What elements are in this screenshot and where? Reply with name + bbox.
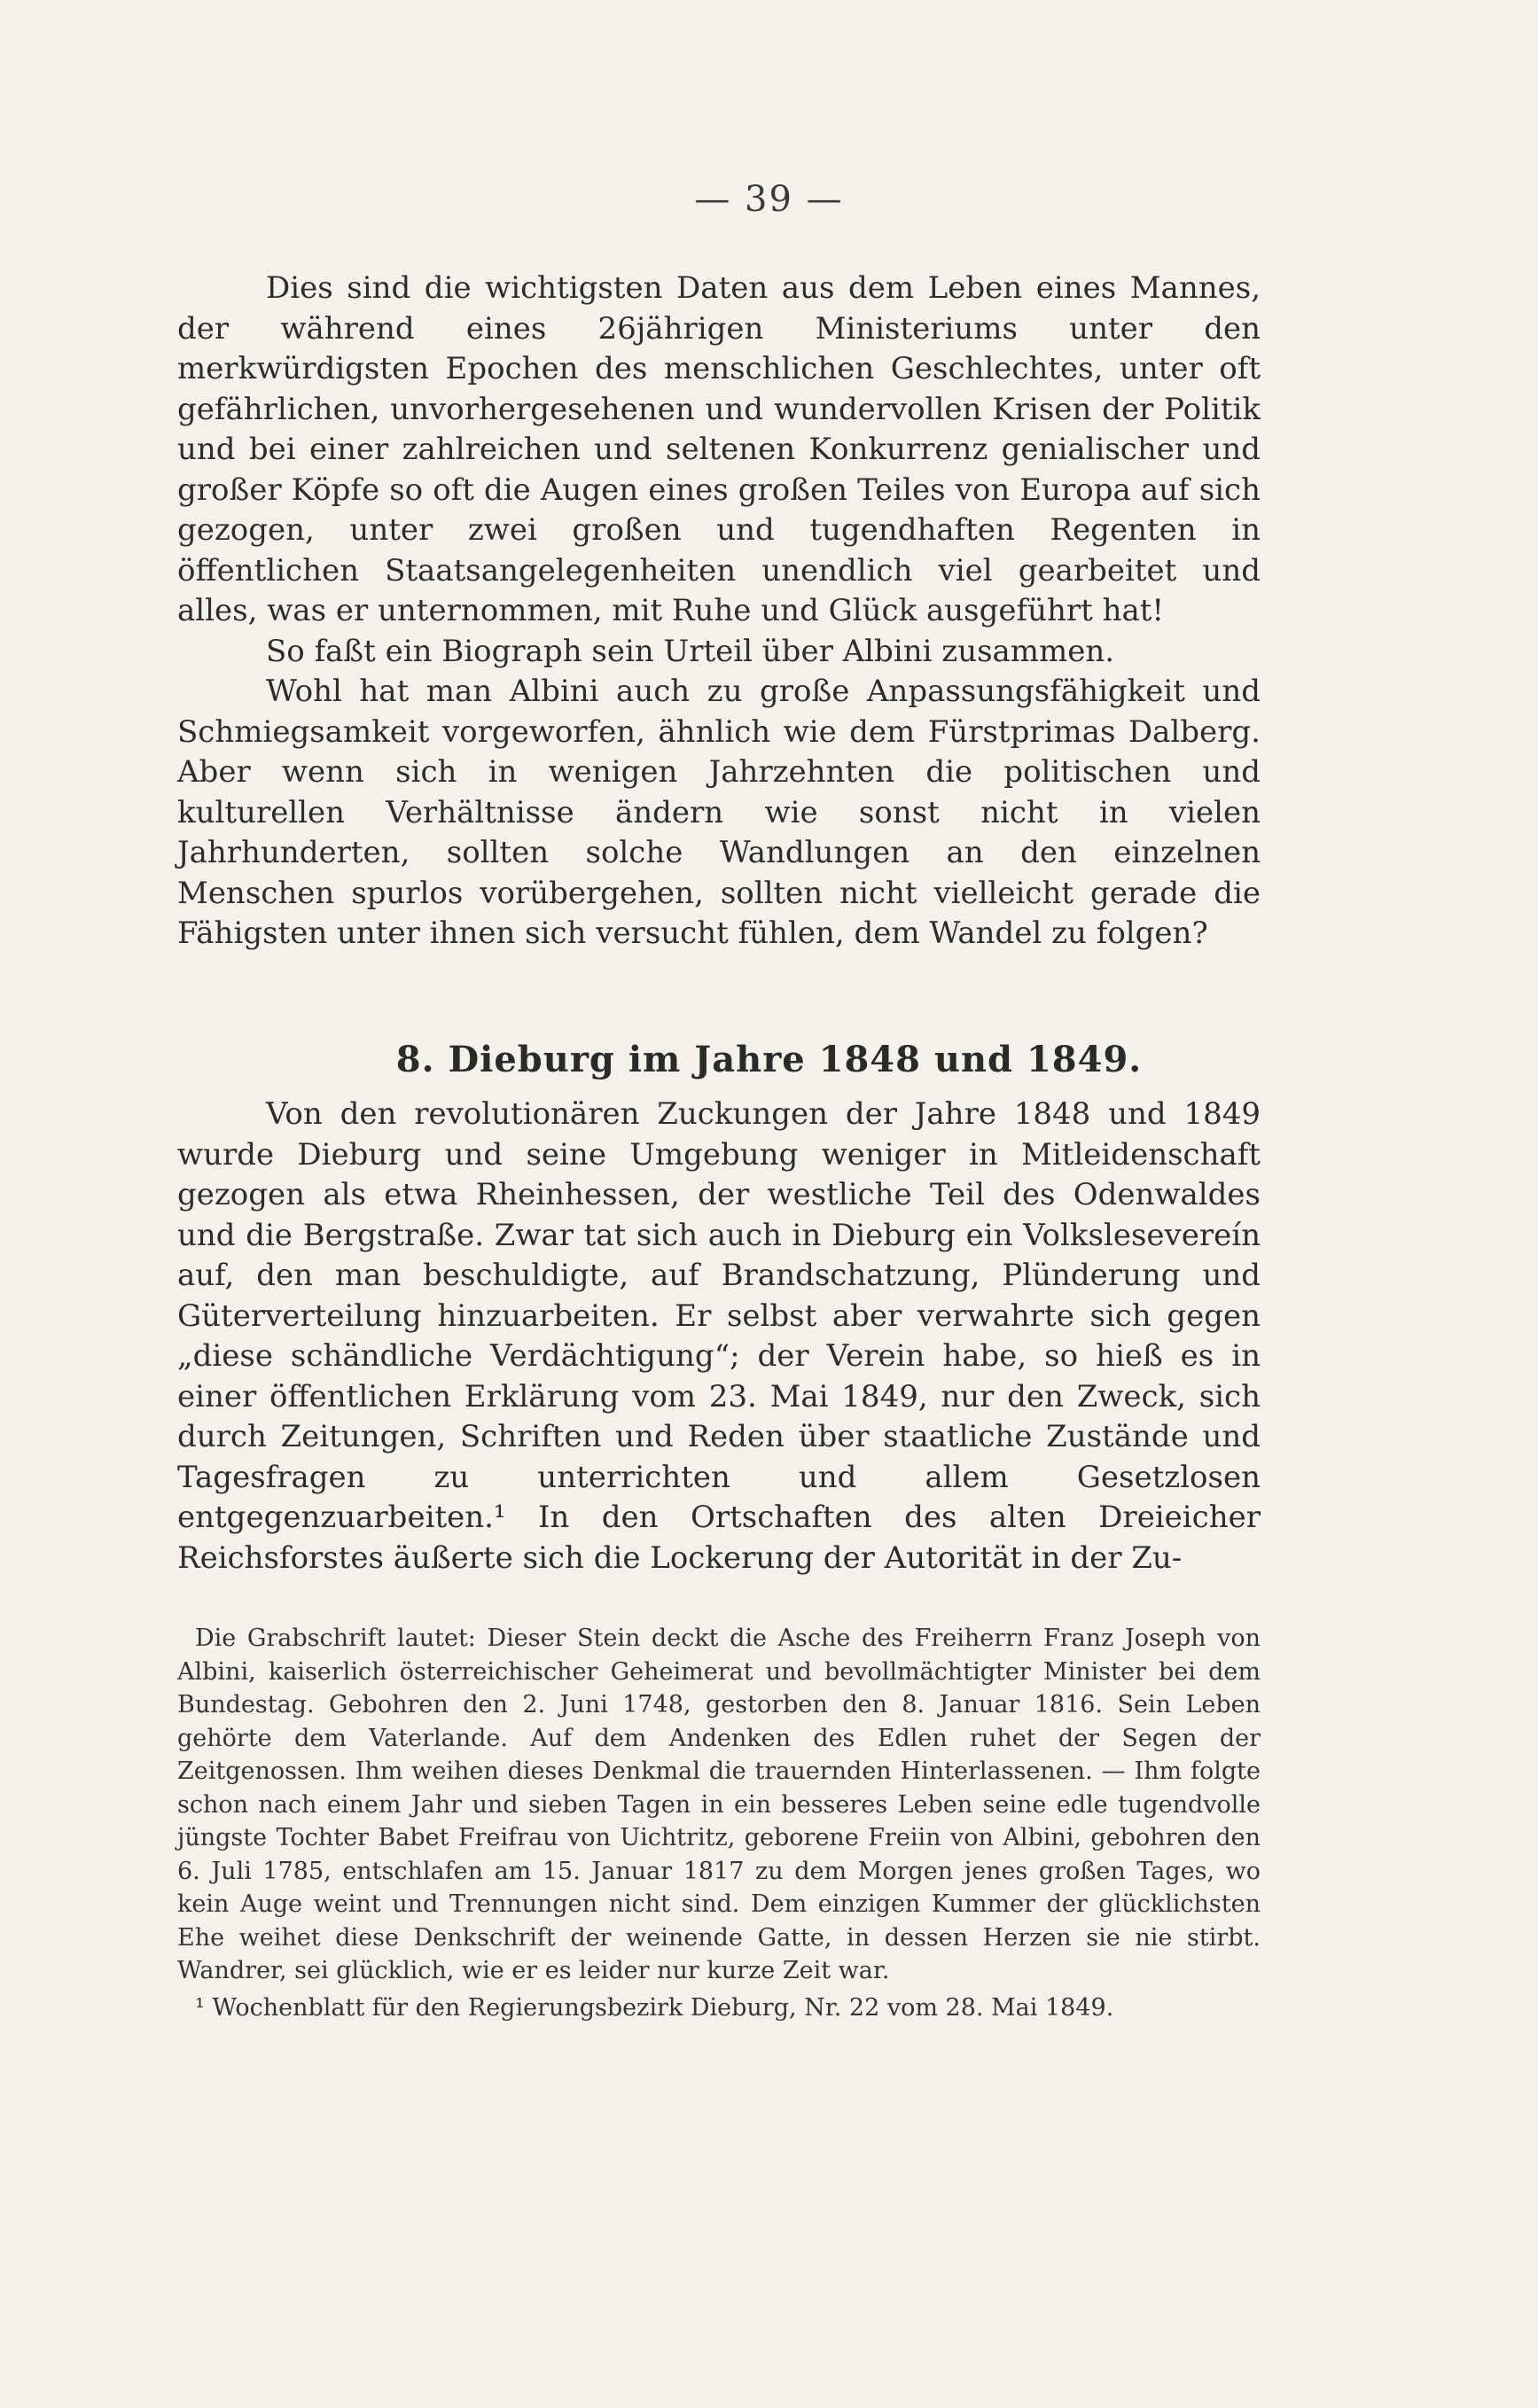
section-1-body [177, 269, 1261, 955]
paragraph: Dies sind die wichtigsten Daten aus dem Leben eines Mannes, der während eines 26jährigen Ministeriums unter den merkwürdigsten Epochen des menschlichen Geschlechtes, unter oft gefährlichen, unvorhergesehenen und wundervollen Krisen der Politik und bei einer zahlreichen und seltenen Konkurrenz genialischer und großer Köpfe so oft die Augen eines großen Teiles von Europa auf sich gezogen, unter zwei großen und tugendhaften Regenten in öffentlichen Staatsangelegenheiten unendlich viel gearbeitet und alles, was er unternommen, mit Ruhe und Glück ausgeführt hat! [177, 270, 1261, 628]
section-2-body [177, 1095, 1261, 1578]
section-heading: 8. Dieburg im Jahre 1848 und 1849. [395, 1039, 1143, 1080]
footnote: Die Grabschrift lautet: Dieser Stein deckt die Asche des Freiherrn Franz Joseph von Albini, kaiserlich österreichischer Geheimerat und bevollmächtigter Minister bei dem Bundestag. Gebohren den 2. Juni 1748, gestorben den 8. Januar 1816. Sein Leben gehörte dem Vaterlande. Auf dem Andenken des Edlen ruhet der Segen der Zeitgenossen. Ihm weihen dieses Denkmal die trauernden Hinterlassenen. — Ihm folgte schon nach einem Jahr und sieben Tagen in ein besseres Leben seine edle tugendvolle jüngste Tochter Babet Freifrau von Uichtritz, geborene Freiin von Albini, gebohren den 6. Juli 1785, entschlafen am 15. Januar 1817 zu dem Morgen jenes großen Tages, wo kein Auge weint und Trennungen nicht sind. Dem einzigen Kummer der glücklichsten Ehe weihet diese Denkschrift der weinende Gatte, in dessen Herzen sie nie stirbt. Wandrer, sei glücklich, wie er es leider nur kurze Zeit war. [177, 1625, 1261, 1984]
paragraph: So faßt ein Biograph sein Urteil über Albini zusammen. [266, 633, 1115, 669]
paragraph: Wohl hat man Albini auch zu große Anpassungsfähigkeit und Schmiegsamkeit vorgeworfen, ähnlich wie dem Fürstprimas Dalberg. Aber wenn sich in wenigen Jahrzehnten die politischen und kulturellen Verhältnisse ändern wie sonst nicht in vielen Jahrhunderten, sollten solche Wandlungen an den einzelnen Menschen spurlos vorübergehen, sollten nicht vielleicht gerade die Fähigsten unter ihnen sich versucht fühlen, dem Wandel zu folgen? [177, 674, 1261, 951]
page-number: — 39 — [694, 179, 844, 220]
footnotes [177, 1622, 1261, 2024]
paragraph: Von den revolutionären Zuckungen der Jahre 1848 und 1849 wurde Dieburg und seine Umgebung weniger in Mitleidenschaft gezogen als etwa Rheinhessen, der westliche Teil des Odenwaldes und die Bergstraße. Zwar tat sich auch in Dieburg ein Volkslesevereín auf, den man beschuldigte, auf Brandschatzung, Plünderung und Güterverteilung hinzuarbeiten. Er selbst aber verwahrte sich gegen „diese schändliche Verdächtigung“; der Verein habe, so hieß es in einer öffentlichen Erklärung vom 23. Mai 1849, nur den Zweck, sich durch Zeitungen, Schriften und Reden über staatliche Zustände und Tagesfragen zu unterrichten und allem Gesetzlosen entgegenzuarbeiten.¹ In den Ortschaften des alten Dreieicher Reichsforstes äußerte sich die Lockerung der Autorität in der Zu- [177, 1096, 1261, 1576]
footnote: ¹ Wochenblatt für den Regierungsbezirk Dieburg, Nr. 22 vom 28. Mai 1849. [195, 1993, 1114, 2022]
